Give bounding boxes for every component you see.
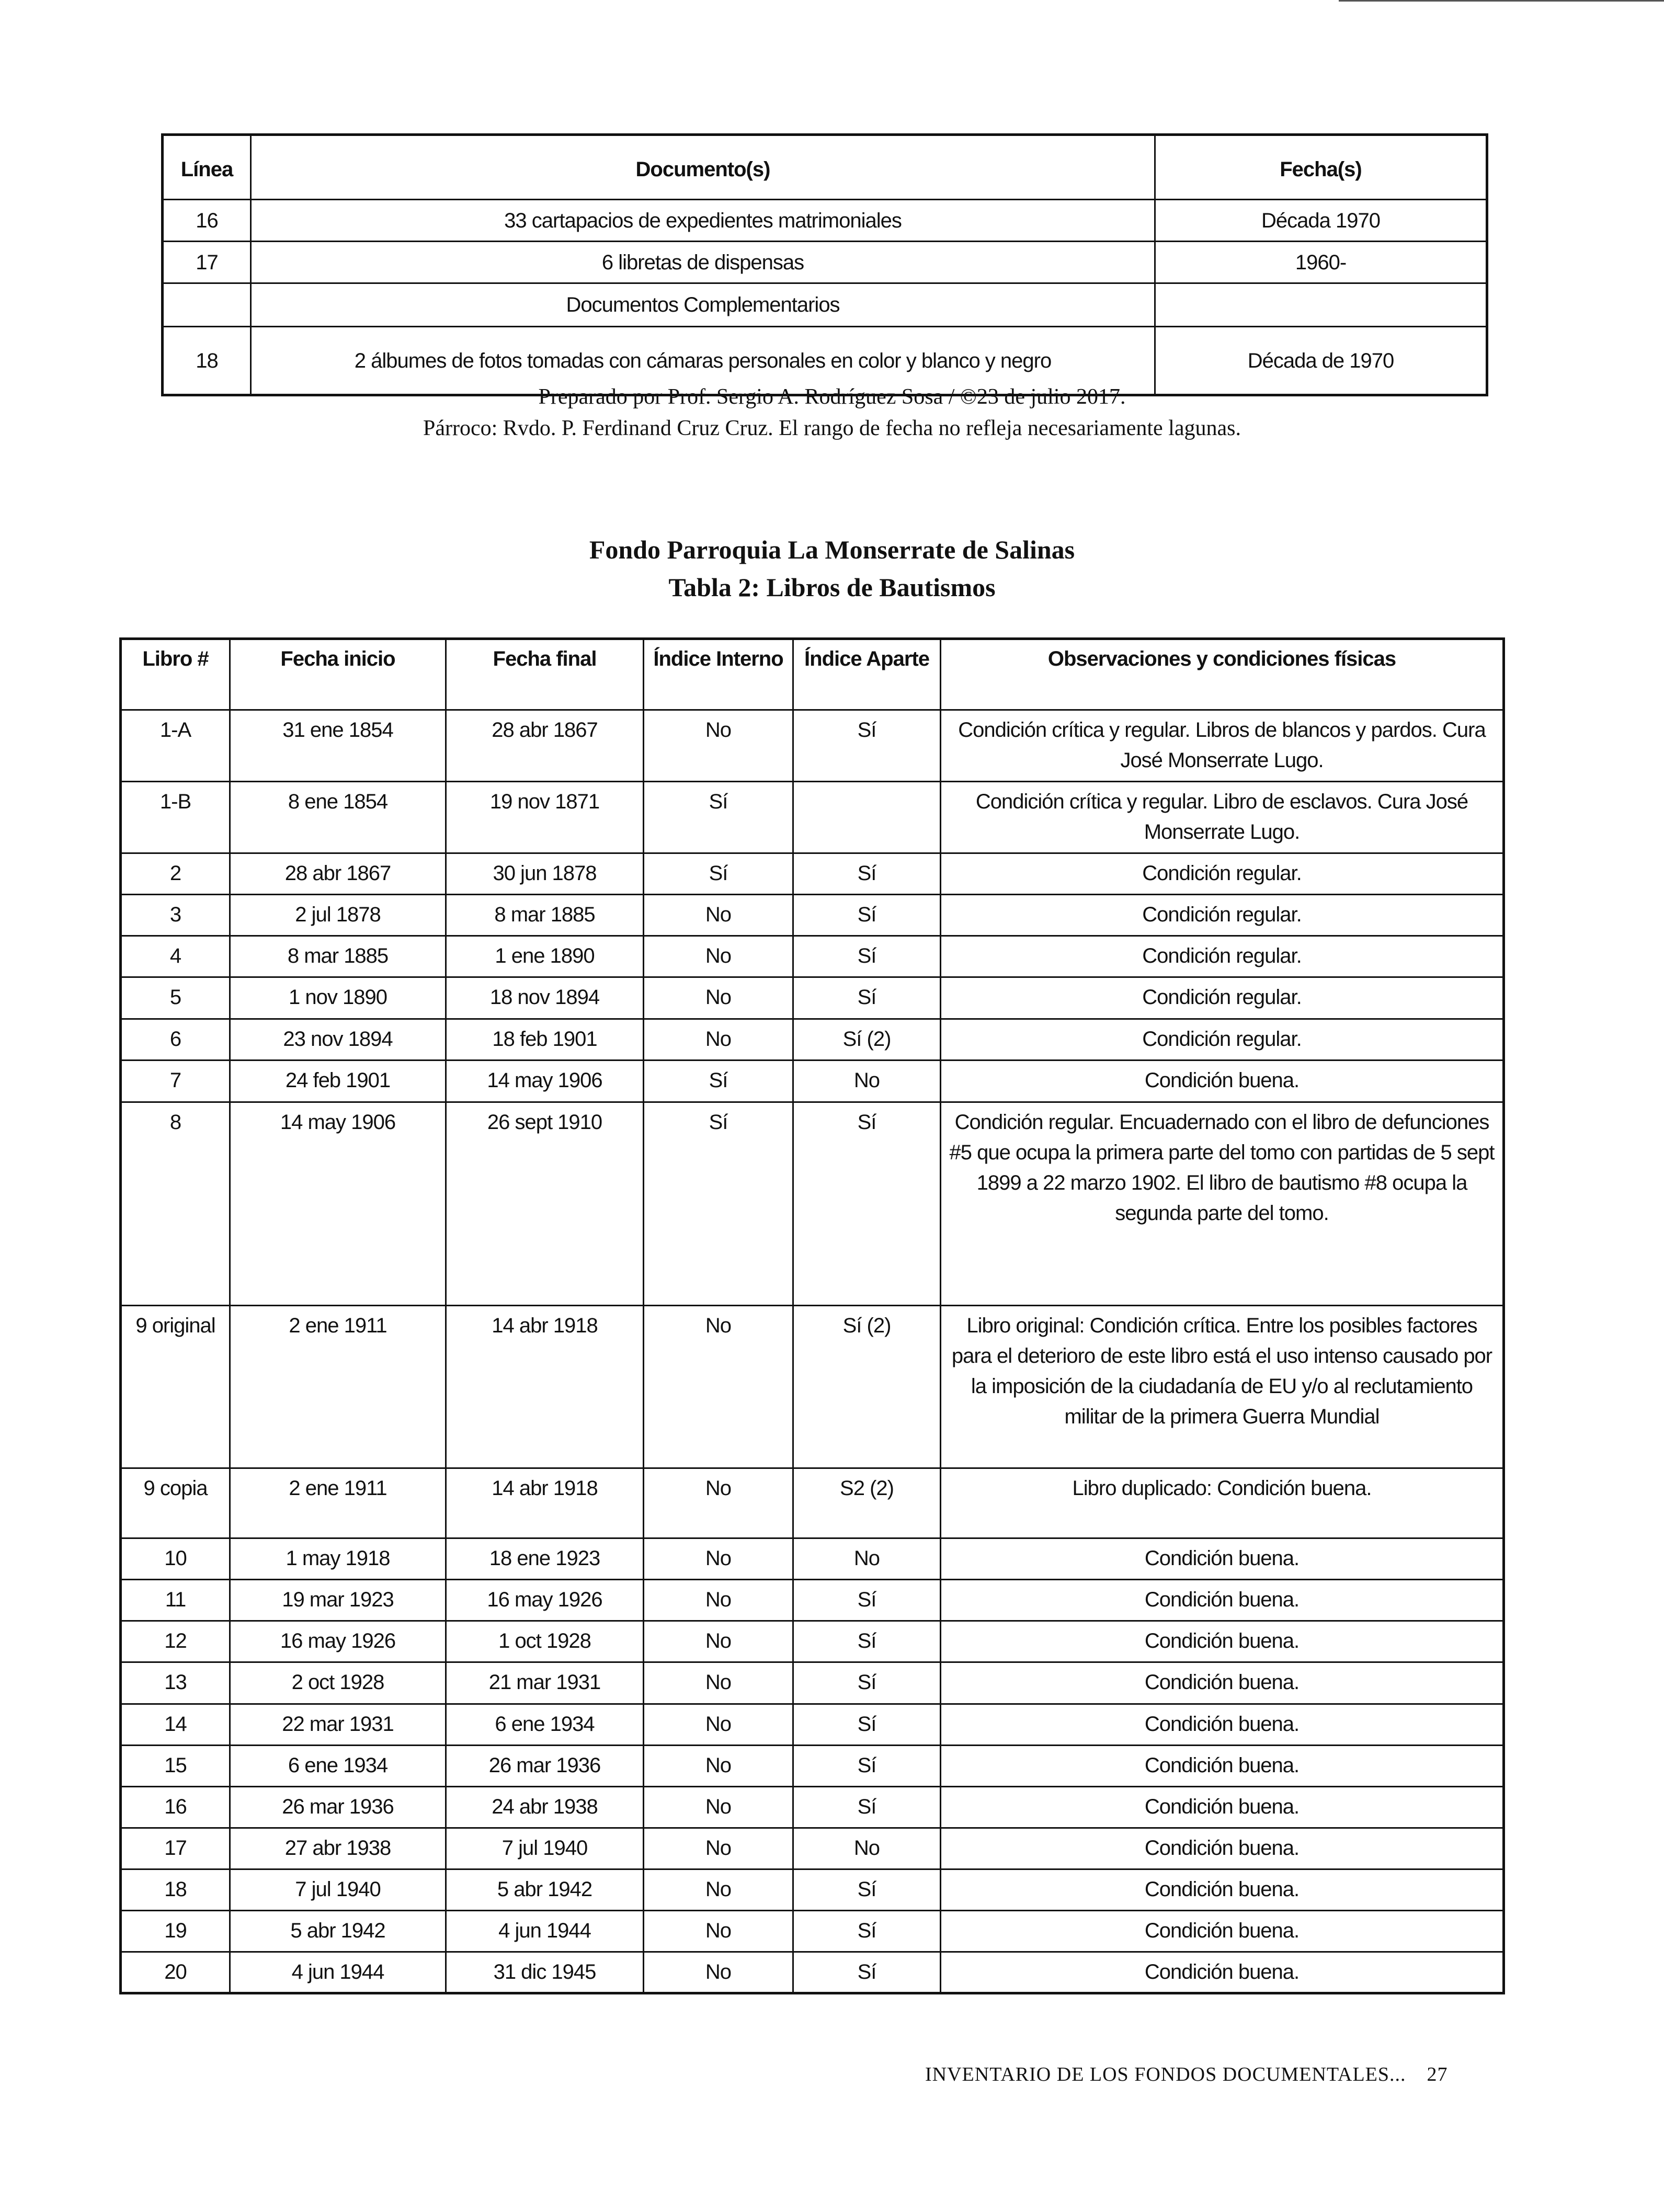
libro-cell: 12 xyxy=(121,1621,230,1662)
libro-cell: 14 xyxy=(121,1704,230,1746)
fecha-final-cell: 14 may 1906 xyxy=(446,1061,644,1102)
indice-aparte-cell: Sí xyxy=(793,853,941,895)
observaciones-cell: Condición regular. xyxy=(941,895,1504,936)
header-documentos: Documento(s) xyxy=(251,135,1155,200)
linea-cell: 17 xyxy=(163,242,251,283)
parroco-note: Párroco: Rvdo. P. Ferdinand Cruz Cruz. El rango de fecha no refleja necesariamente lagunas. xyxy=(423,416,1241,440)
observaciones-cell: Condición buena. xyxy=(941,1787,1504,1828)
fecha-cell xyxy=(1155,283,1487,327)
indice-interno-cell: No xyxy=(644,1538,793,1580)
header-linea: Línea xyxy=(163,135,251,200)
observaciones-cell: Condición buena. xyxy=(941,1580,1504,1621)
fecha-final-cell: 18 nov 1894 xyxy=(446,977,644,1019)
observaciones-cell: Condición buena. xyxy=(941,1952,1504,1993)
indice-aparte-cell: Sí xyxy=(793,1704,941,1746)
documento-cell: 2 álbumes de fotos tomadas con cámaras personales en color y blanco y negro xyxy=(251,327,1155,395)
indice-aparte-cell: Sí xyxy=(793,977,941,1019)
header-indice-interno: Índice Interno xyxy=(644,639,793,710)
indice-interno-cell: Sí xyxy=(644,782,793,853)
header-libro: Libro # xyxy=(121,639,230,710)
fecha-inicio-cell: 8 ene 1854 xyxy=(230,782,446,853)
libro-cell: 17 xyxy=(121,1828,230,1869)
table-row xyxy=(121,1538,1504,1580)
table-row xyxy=(121,1911,1504,1952)
observaciones-cell: Condición buena. xyxy=(941,1061,1504,1102)
indice-interno-cell: No xyxy=(644,710,793,782)
table-row xyxy=(121,1662,1504,1704)
table-row xyxy=(121,1061,1504,1102)
observaciones-cell: Condición crítica y regular. Libros de blancos y pardos. Cura José Monserrate Lugo. xyxy=(941,710,1504,782)
libro-cell: 2 xyxy=(121,853,230,895)
fecha-inicio-cell: 6 ene 1934 xyxy=(230,1746,446,1787)
observaciones-cell: Condición regular. xyxy=(941,853,1504,895)
header-fechas: Fecha(s) xyxy=(1155,135,1487,200)
fecha-inicio-cell: 31 ene 1854 xyxy=(230,710,446,782)
indice-aparte-cell: Sí xyxy=(793,895,941,936)
libro-cell: 15 xyxy=(121,1746,230,1787)
observaciones-cell: Condición regular. xyxy=(941,977,1504,1019)
table-row xyxy=(121,1306,1504,1468)
observaciones-cell: Condición buena. xyxy=(941,1538,1504,1580)
fecha-inicio-cell: 2 oct 1928 xyxy=(230,1662,446,1704)
table-row xyxy=(121,710,1504,782)
indice-interno-cell: No xyxy=(644,1306,793,1468)
observaciones-cell: Condición regular. Encuadernado con el libro de defunciones #5 que ocupa la primera parte del tomo con partidas de 5 sept 1899 a 22 marzo 1902. El libro de bautismo #8 ocupa la segunda parte del tomo. xyxy=(941,1102,1504,1306)
table-title: Tabla 2: Libros de Bautismos xyxy=(668,573,996,602)
indice-aparte-cell: Sí xyxy=(793,1580,941,1621)
table-row xyxy=(163,200,1487,242)
fecha-final-cell: 4 jun 1944 xyxy=(446,1911,644,1952)
observaciones-cell: Condición buena. xyxy=(941,1869,1504,1911)
indice-interno-cell: No xyxy=(644,977,793,1019)
fecha-inicio-cell: 28 abr 1867 xyxy=(230,853,446,895)
table-row xyxy=(121,1952,1504,1993)
prepared-by-note: Preparado por Prof. Sergio A. Rodríguez Sosa / ©23 de julio 2017. xyxy=(538,385,1126,409)
libro-cell: 6 xyxy=(121,1019,230,1061)
table-row xyxy=(121,1468,1504,1538)
libro-cell: 9 copia xyxy=(121,1468,230,1538)
observaciones-cell: Condición regular. xyxy=(941,1019,1504,1061)
fecha-final-cell: 1 ene 1890 xyxy=(446,936,644,977)
fecha-final-cell: 6 ene 1934 xyxy=(446,1704,644,1746)
indice-interno-cell: No xyxy=(644,1580,793,1621)
libro-cell: 20 xyxy=(121,1952,230,1993)
fecha-final-cell: 1 oct 1928 xyxy=(446,1621,644,1662)
indice-interno-cell: Sí xyxy=(644,1061,793,1102)
libro-cell: 19 xyxy=(121,1911,230,1952)
libro-cell: 8 xyxy=(121,1102,230,1306)
indice-interno-cell: Sí xyxy=(644,853,793,895)
libro-cell: 10 xyxy=(121,1538,230,1580)
indice-aparte-cell: S2 (2) xyxy=(793,1468,941,1538)
indice-interno-cell: No xyxy=(644,1662,793,1704)
indice-aparte-cell: Sí xyxy=(793,1911,941,1952)
fecha-final-cell: 16 may 1926 xyxy=(446,1580,644,1621)
libro-cell: 13 xyxy=(121,1662,230,1704)
fecha-inicio-cell: 27 abr 1938 xyxy=(230,1828,446,1869)
linea-cell xyxy=(163,283,251,327)
indice-interno-cell: No xyxy=(644,895,793,936)
fecha-final-cell: 28 abr 1867 xyxy=(446,710,644,782)
fecha-final-cell: 26 mar 1936 xyxy=(446,1746,644,1787)
fecha-final-cell: 19 nov 1871 xyxy=(446,782,644,853)
libro-cell: 4 xyxy=(121,936,230,977)
scan-edge-line xyxy=(1339,0,1664,2)
libro-cell: 16 xyxy=(121,1787,230,1828)
indice-aparte-cell xyxy=(793,782,941,853)
libro-cell: 9 original xyxy=(121,1306,230,1468)
indice-aparte-cell: No xyxy=(793,1828,941,1869)
running-title: INVENTARIO DE LOS FONDOS DOCUMENTALES... xyxy=(925,2063,1406,2085)
documents-table xyxy=(161,133,1488,396)
observaciones-cell: Libro original: Condición crítica. Entre los posibles factores para el deterioro de este libro está el uso intenso causado por la imposición de la ciudadanía de EU y/o al reclutamiento militar de la primera Guerra Mundial xyxy=(941,1306,1504,1468)
section-title: Fondo Parroquia La Monserrate de Salinas xyxy=(589,535,1075,564)
table-row xyxy=(121,853,1504,895)
libro-cell: 5 xyxy=(121,977,230,1019)
indice-aparte-cell: Sí xyxy=(793,1746,941,1787)
table-row xyxy=(121,895,1504,936)
libro-cell: 1-A xyxy=(121,710,230,782)
indice-interno-cell: No xyxy=(644,1746,793,1787)
table-header-row xyxy=(121,639,1504,710)
observaciones-cell: Condición buena. xyxy=(941,1911,1504,1952)
fecha-final-cell: 14 abr 1918 xyxy=(446,1468,644,1538)
fecha-inicio-cell: 19 mar 1923 xyxy=(230,1580,446,1621)
fecha-inicio-cell: 4 jun 1944 xyxy=(230,1952,446,1993)
fecha-final-cell: 31 dic 1945 xyxy=(446,1952,644,1993)
fecha-cell: Década 1970 xyxy=(1155,200,1487,242)
indice-interno-cell: No xyxy=(644,1828,793,1869)
indice-interno-cell: Sí xyxy=(644,1102,793,1306)
indice-aparte-cell: Sí xyxy=(793,936,941,977)
fecha-final-cell: 5 abr 1942 xyxy=(446,1869,644,1911)
table-row xyxy=(163,283,1487,327)
fecha-inicio-cell: 22 mar 1931 xyxy=(230,1704,446,1746)
libro-cell: 7 xyxy=(121,1061,230,1102)
table-row xyxy=(121,1787,1504,1828)
documento-cell: Documentos Complementarios xyxy=(251,283,1155,327)
fecha-final-cell: 7 jul 1940 xyxy=(446,1828,644,1869)
table-row xyxy=(121,1704,1504,1746)
indice-aparte-cell: Sí (2) xyxy=(793,1306,941,1468)
table-header-row xyxy=(163,135,1487,200)
header-fecha-inicio: Fecha inicio xyxy=(230,639,446,710)
fecha-inicio-cell: 1 nov 1890 xyxy=(230,977,446,1019)
table-row xyxy=(121,1019,1504,1061)
table-row xyxy=(121,977,1504,1019)
indice-aparte-cell: No xyxy=(793,1538,941,1580)
observaciones-cell: Condición buena. xyxy=(941,1828,1504,1869)
indice-interno-cell: No xyxy=(644,1468,793,1538)
indice-aparte-cell: Sí (2) xyxy=(793,1019,941,1061)
documento-cell: 33 cartapacios de expedientes matrimoniales xyxy=(251,200,1155,242)
table-row xyxy=(121,1869,1504,1911)
indice-interno-cell: No xyxy=(644,1787,793,1828)
fecha-cell: Década de 1970 xyxy=(1155,327,1487,395)
indice-interno-cell: No xyxy=(644,1621,793,1662)
header-indice-aparte: Índice Aparte xyxy=(793,639,941,710)
observaciones-cell: Condición buena. xyxy=(941,1704,1504,1746)
indice-interno-cell: No xyxy=(644,1019,793,1061)
indice-interno-cell: No xyxy=(644,1952,793,1993)
fecha-final-cell: 8 mar 1885 xyxy=(446,895,644,936)
fecha-inicio-cell: 7 jul 1940 xyxy=(230,1869,446,1911)
fecha-inicio-cell: 8 mar 1885 xyxy=(230,936,446,977)
indice-aparte-cell: Sí xyxy=(793,1621,941,1662)
baptism-books-table xyxy=(119,637,1505,1994)
fecha-cell: 1960- xyxy=(1155,242,1487,283)
fecha-final-cell: 21 mar 1931 xyxy=(446,1662,644,1704)
fecha-inicio-cell: 24 feb 1901 xyxy=(230,1061,446,1102)
indice-aparte-cell: Sí xyxy=(793,710,941,782)
table-row xyxy=(121,1621,1504,1662)
header-observaciones: Observaciones y condiciones físicas xyxy=(941,639,1504,710)
fecha-inicio-cell: 2 ene 1911 xyxy=(230,1468,446,1538)
fecha-final-cell: 26 sept 1910 xyxy=(446,1102,644,1306)
observaciones-cell: Condición buena. xyxy=(941,1746,1504,1787)
table-row xyxy=(121,1580,1504,1621)
indice-interno-cell: No xyxy=(644,936,793,977)
indice-interno-cell: No xyxy=(644,1704,793,1746)
table-row xyxy=(121,1746,1504,1787)
observaciones-cell: Condición buena. xyxy=(941,1621,1504,1662)
page-number: 27 xyxy=(1427,2063,1448,2085)
table-row xyxy=(121,1102,1504,1306)
fecha-final-cell: 18 ene 1923 xyxy=(446,1538,644,1580)
observaciones-cell: Condición regular. xyxy=(941,936,1504,977)
fecha-inicio-cell: 23 nov 1894 xyxy=(230,1019,446,1061)
fecha-inicio-cell: 2 jul 1878 xyxy=(230,895,446,936)
indice-aparte-cell: Sí xyxy=(793,1869,941,1911)
indice-interno-cell: No xyxy=(644,1869,793,1911)
indice-interno-cell: No xyxy=(644,1911,793,1952)
fecha-final-cell: 24 abr 1938 xyxy=(446,1787,644,1828)
table-row xyxy=(121,782,1504,853)
fecha-inicio-cell: 5 abr 1942 xyxy=(230,1911,446,1952)
fecha-final-cell: 30 jun 1878 xyxy=(446,853,644,895)
table-row xyxy=(163,242,1487,283)
indice-aparte-cell: No xyxy=(793,1061,941,1102)
page-footer xyxy=(925,2063,1448,2086)
indice-aparte-cell: Sí xyxy=(793,1662,941,1704)
fecha-inicio-cell: 1 may 1918 xyxy=(230,1538,446,1580)
observaciones-cell: Libro duplicado: Condición buena. xyxy=(941,1468,1504,1538)
libro-cell: 1-B xyxy=(121,782,230,853)
linea-cell: 18 xyxy=(163,327,251,395)
fecha-final-cell: 14 abr 1918 xyxy=(446,1306,644,1468)
libro-cell: 18 xyxy=(121,1869,230,1911)
indice-aparte-cell: Sí xyxy=(793,1787,941,1828)
libro-cell: 3 xyxy=(121,895,230,936)
table-row xyxy=(121,936,1504,977)
observaciones-cell: Condición crítica y regular. Libro de esclavos. Cura José Monserrate Lugo. xyxy=(941,782,1504,853)
observaciones-cell: Condición buena. xyxy=(941,1662,1504,1704)
table-row xyxy=(121,1828,1504,1869)
documento-cell: 6 libretas de dispensas xyxy=(251,242,1155,283)
indice-aparte-cell: Sí xyxy=(793,1952,941,1993)
indice-aparte-cell: Sí xyxy=(793,1102,941,1306)
header-fecha-final: Fecha final xyxy=(446,639,644,710)
fecha-inicio-cell: 14 may 1906 xyxy=(230,1102,446,1306)
fecha-inicio-cell: 16 may 1926 xyxy=(230,1621,446,1662)
libro-cell: 11 xyxy=(121,1580,230,1621)
fecha-inicio-cell: 26 mar 1936 xyxy=(230,1787,446,1828)
fecha-inicio-cell: 2 ene 1911 xyxy=(230,1306,446,1468)
linea-cell: 16 xyxy=(163,200,251,242)
fecha-final-cell: 18 feb 1901 xyxy=(446,1019,644,1061)
